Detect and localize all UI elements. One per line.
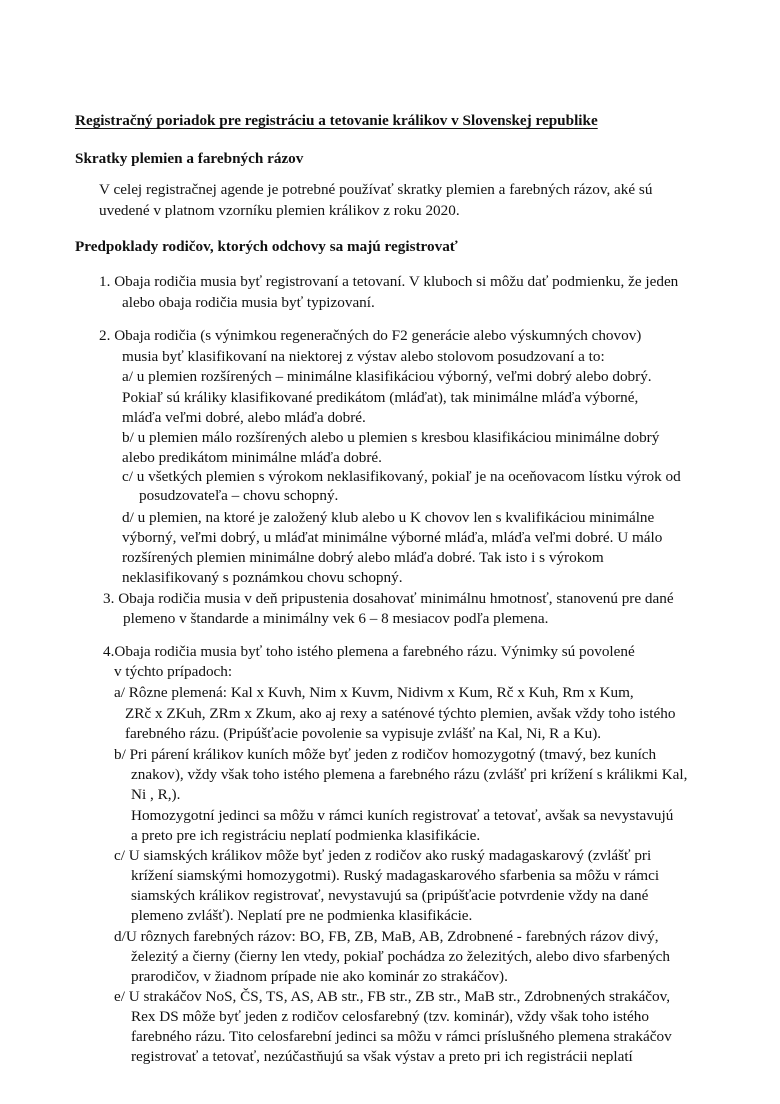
list-item-4-line: Ni , R,). bbox=[131, 786, 181, 803]
list-item-4-line: 4.Obaja rodičia musia byť toho istého plemena a farebného rázu. Výnimky sú povolené bbox=[103, 643, 635, 660]
list-item-2-line: c/ u všetkých plemien s výrokom neklasifikovaný, pokiaľ je na oceňovacom lístku výrok od bbox=[122, 468, 681, 485]
paragraph-line: uvedené v platnom vzorníku plemien králikov z roku 2020. bbox=[99, 202, 460, 219]
list-item-2-line: alebo predikátom minimálne mláďa dobré. bbox=[122, 449, 382, 466]
list-item-2-line: výborný, veľmi dobrý, u mláďat minimálne výborné mláďa, mláďa veľmi dobré. U málo bbox=[122, 529, 663, 546]
list-item-4-line: v týchto prípadoch: bbox=[114, 663, 233, 680]
list-item-2-line: 2. Obaja rodičia (s výnimkou regeneračných do F2 generácie alebo výskumných chovov) bbox=[99, 327, 642, 344]
list-item-2-line: b/ u plemien málo rozšírených alebo u plemien s kresbou klasifikáciou minimálne dobrý bbox=[122, 429, 660, 446]
list-item-2-line: d/ u plemien, na ktoré je založený klub alebo u K chovov len s kvalifikáciou minimálne bbox=[122, 509, 655, 526]
list-item-4-line: znakov), vždy však toho istého plemena a farebného rázu (zvlášť pri krížení s králikmi Kal, bbox=[131, 766, 688, 783]
list-item-4-line: ZRč x ZKuh, ZRm x Zkum, ako aj rexy a saténové týchto plemien, avšak vždy toho istého bbox=[125, 705, 676, 722]
paragraph-line: V celej registračnej agende je potrebné používať skratky plemien a farebných rázov, aké sú bbox=[99, 181, 653, 198]
list-item-4-line: Rex DS môže byť jeden z rodičov celosfarebný (tzv. kominár), vždy však toho istého bbox=[131, 1008, 649, 1025]
list-item-4-line: plemeno zvlášť). Neplatí pre ne podmienka klasifikácie. bbox=[131, 907, 473, 924]
list-item-1-line: 1. Obaja rodičia musia byť registrovaní a tetovaní. V kluboch si môžu dať podmienku, že jeden bbox=[99, 273, 679, 290]
list-item-2-line: rozšírených plemien minimálne dobrý alebo mláďa dobré. Tak isto i s výrokom bbox=[122, 549, 604, 566]
list-item-4-line: a preto pre ich registráciu neplatí podmienka klasifikácie. bbox=[131, 827, 481, 844]
list-item-4-line: prarodičov, v žiadnom prípade nie ako kominár zo strakáčov). bbox=[131, 968, 508, 985]
list-item-3-line: 3. Obaja rodičia musia v deň pripustenia dosahovať minimálnu hmotnosť, stanovenú pre dané bbox=[103, 590, 674, 607]
section-heading-prerequisites: Predpoklady rodičov, ktorých odchovy sa majú registrovať bbox=[75, 238, 458, 255]
list-item-1-line: alebo obaja rodičia musia byť typizovaní. bbox=[122, 294, 375, 311]
list-item-4-line: c/ U siamských králikov môže byť jeden z rodičov ako ruský madagaskarový (zvlášť pri bbox=[114, 847, 652, 864]
list-item-4-line: železitý a čierny (čierny len vtedy, pokiaľ pochádza zo železitých, alebo divo sfarbených bbox=[131, 948, 671, 965]
list-item-4-line: siamských králikov registrovať, nevystavujú sa (pripúšťacie potvrdenie vždy na dané bbox=[131, 887, 649, 904]
list-item-4-line: farebného rázu. Tito celosfarební jedinci sa môžu v rámci príslušného plemena strakáčov bbox=[131, 1028, 672, 1045]
list-item-4-line: e/ U strakáčov NoS, ČS, TS, AS, AB str., FB str., ZB str., MaB str., Zdrobnených strakáčov, bbox=[114, 988, 671, 1005]
list-item-3-line: plemeno v štandarde a minimálny vek 6 – 8 mesiacov podľa plemena. bbox=[123, 610, 549, 627]
list-item-4-line: farebného rázu. (Pripúšťacie povolenie sa vypisuje zvlášť na Kal, Ni, R a Ku). bbox=[125, 725, 602, 742]
list-item-4-line: a/ Rôzne plemená: Kal x Kuvh, Nim x Kuvm, Nidivm x Kum, Rč x Kuh, Rm x Kum, bbox=[114, 684, 634, 701]
list-item-4-line: Homozygotní jedinci sa môžu v rámci kuních registrovať a tetovať, avšak sa nevystavujú bbox=[131, 807, 674, 824]
list-item-4-line: d/U rôznych farebných rázov: BO, FB, ZB, MaB, AB, Zdrobnené - farebných rázov divý, bbox=[114, 928, 659, 945]
list-item-2-line: neklasifikovaný s poznámkou chovu schopný. bbox=[122, 569, 403, 586]
section-heading-abbreviations: Skratky plemien a farebných rázov bbox=[75, 150, 304, 167]
list-item-4-line: registrovať a tetovať, nezúčastňujú sa však výstav a preto pri ich registrácii neplatí bbox=[131, 1048, 633, 1065]
list-item-4-line: b/ Pri párení králikov kuních môže byť jeden z rodičov homozygotný (tmavý, bez kuních bbox=[114, 746, 657, 763]
document-title: Registračný poriadok pre registráciu a tetovanie králikov v Slovenskej republike bbox=[75, 112, 598, 129]
list-item-2-line: musia byť klasifikovaní na niektorej z výstav alebo stolovom posudzovaní a to: bbox=[122, 348, 605, 365]
list-item-2-line: posudzovateľa – chovu schopný. bbox=[139, 487, 339, 504]
list-item-2-line: a/ u plemien rozšírených – minimálne klasifikáciou výborný, veľmi dobrý alebo dobrý. bbox=[122, 368, 652, 385]
list-item-4-line: krížení siamskými homozygotmi). Ruský madagaskarového sfarbenia sa môžu v rámci bbox=[131, 867, 660, 884]
list-item-2-line: mláďa veľmi dobré, alebo mláďa dobré. bbox=[122, 409, 366, 426]
list-item-2-line: Pokiaľ sú králiky klasifikované predikátom (mláďat), tak minimálne mláďa výborné, bbox=[122, 389, 639, 406]
